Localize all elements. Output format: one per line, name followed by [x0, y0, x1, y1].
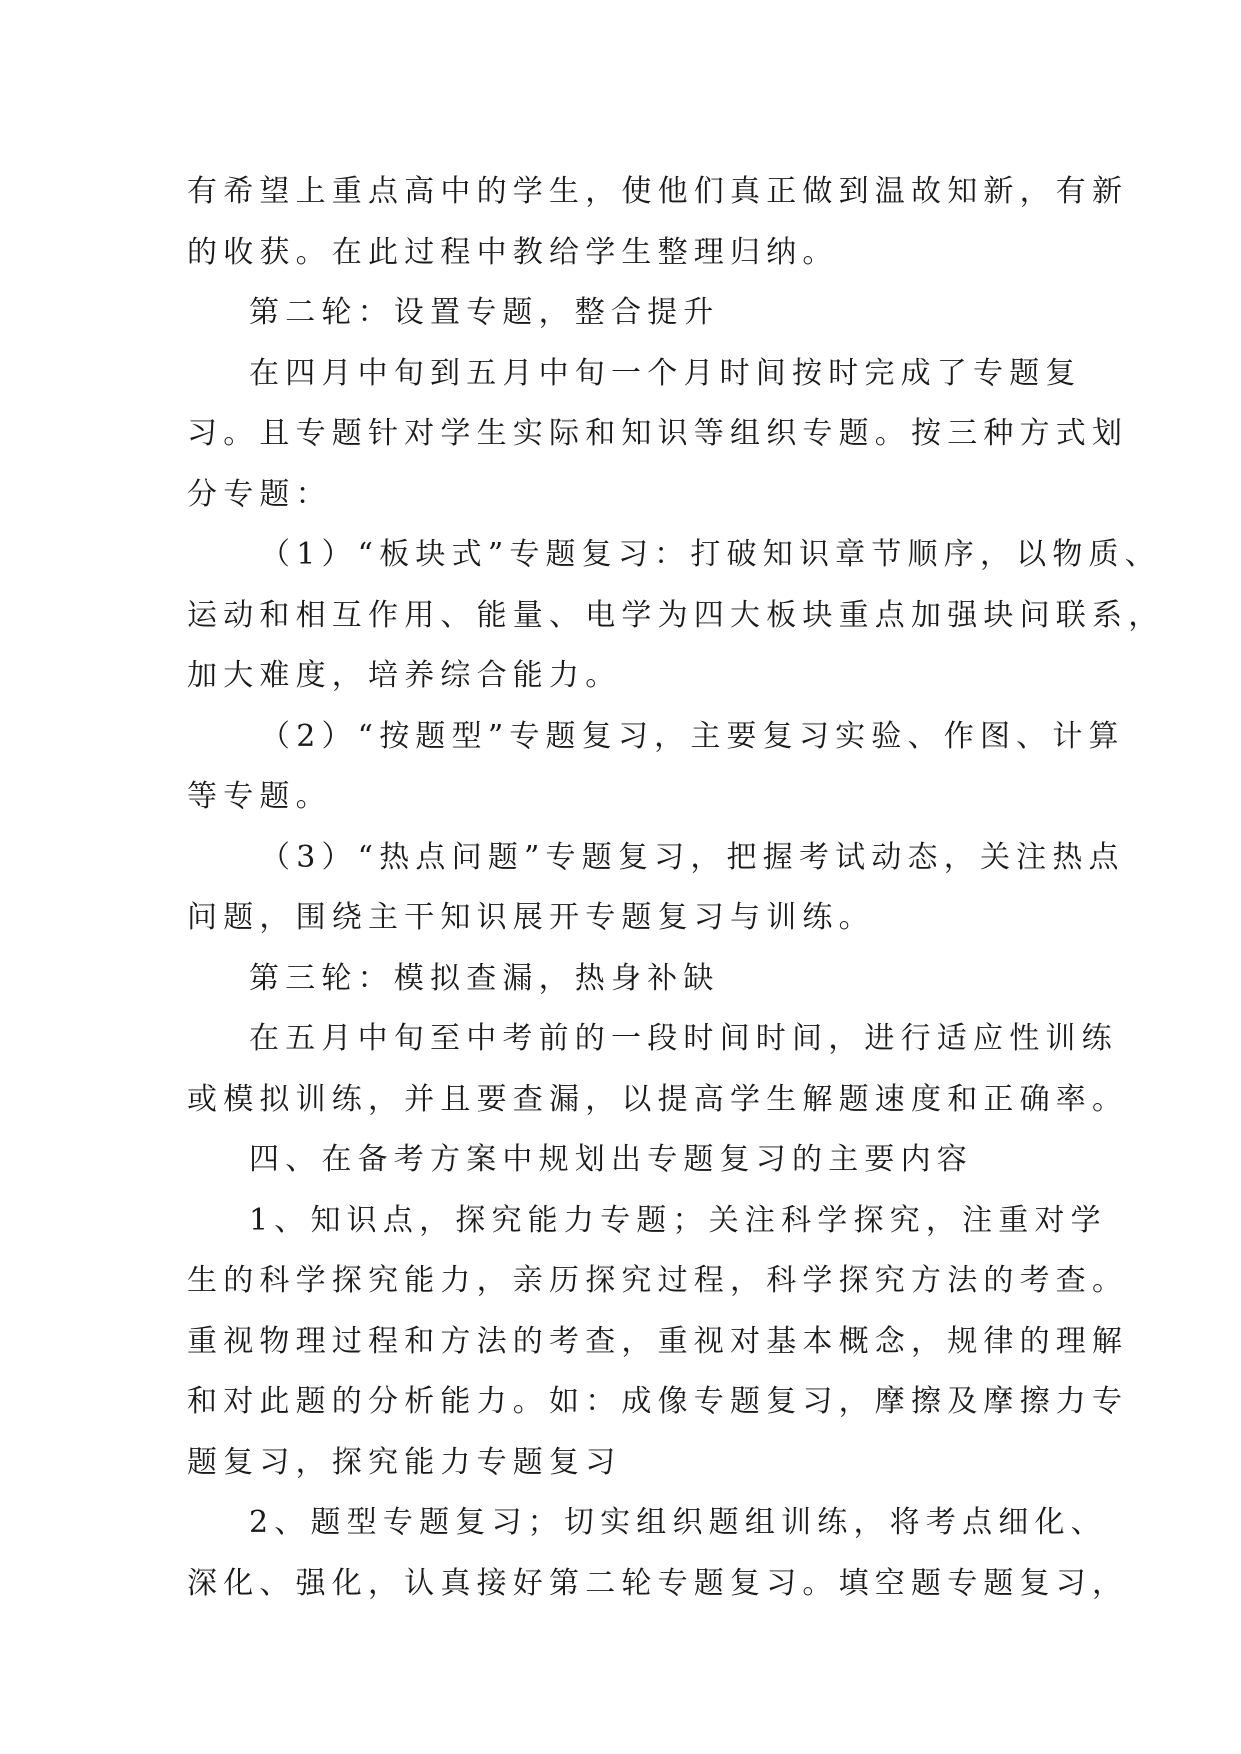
list-item: （2）“按题型”专题复习，主要复习实验、作图、计算	[260, 718, 1125, 754]
list-item: 1、知识点，探究能力专题；关注科学探究，注重对学	[249, 1202, 1107, 1238]
text-line: 运动和相互作用、能量、电学为四大板块重点加强块问联系，	[187, 597, 1165, 633]
text-line: 加大难度，培养综合能力。	[187, 658, 622, 693]
text-line: 题复习，探究能力专题复习	[187, 1444, 622, 1480]
text-line: 问题，围绕主干知识展开专题复习与训练。	[187, 900, 875, 935]
text-line: 在五月中旬至中考前的一段时间时间，进行适应性训练	[249, 1021, 1118, 1056]
section-heading: 第二轮：设置专题，整合提升	[249, 295, 720, 330]
text-line: 的收获。在此过程中教给学生整理归纳。	[187, 234, 839, 270]
text-line: 或模拟训练，并且要查漏，以提高学生解题速度和正确率。	[187, 1081, 1129, 1117]
list-item: （1）“板块式”专题复习：打破知识章节顺序，以物质、	[260, 537, 1161, 572]
text-line: 重视物理过程和方法的考查，重视对基本概念，规律的理解	[187, 1323, 1129, 1359]
text-line: 深化、强化，认真接好第二轮专题复习。填空题专题复习，	[187, 1565, 1129, 1601]
text-line: 有希望上重点高中的学生，使他们真正做到温故知新，有新	[187, 174, 1129, 209]
text-line: 生的科学探究能力，亲历探究过程，科学探究方法的考查。	[187, 1263, 1129, 1298]
text-line: 习。且专题针对学生实际和知识等组织专题。按三种方式划	[187, 416, 1129, 451]
section-heading: 四、在备考方案中规划出专题复习的主要内容	[249, 1142, 973, 1177]
section-heading: 第三轮：模拟查漏，热身补缺	[249, 960, 720, 996]
list-item: （3）“热点问题”专题复习，把握考试动态，关注热点	[260, 839, 1125, 875]
document-body	[187, 162, 1165, 1614]
text-line: 等专题。	[187, 779, 332, 814]
text-line: 分专题：	[187, 476, 332, 512]
list-item: 2、题型专题复习；切实组织题组训练，将考点细化、	[249, 1505, 1107, 1540]
text-line: 和对此题的分析能力。如：成像专题复习，摩擦及摩擦力专	[187, 1384, 1129, 1419]
text-line: 在四月中旬到五月中旬一个月时间按时完成了专题复	[249, 355, 1082, 391]
